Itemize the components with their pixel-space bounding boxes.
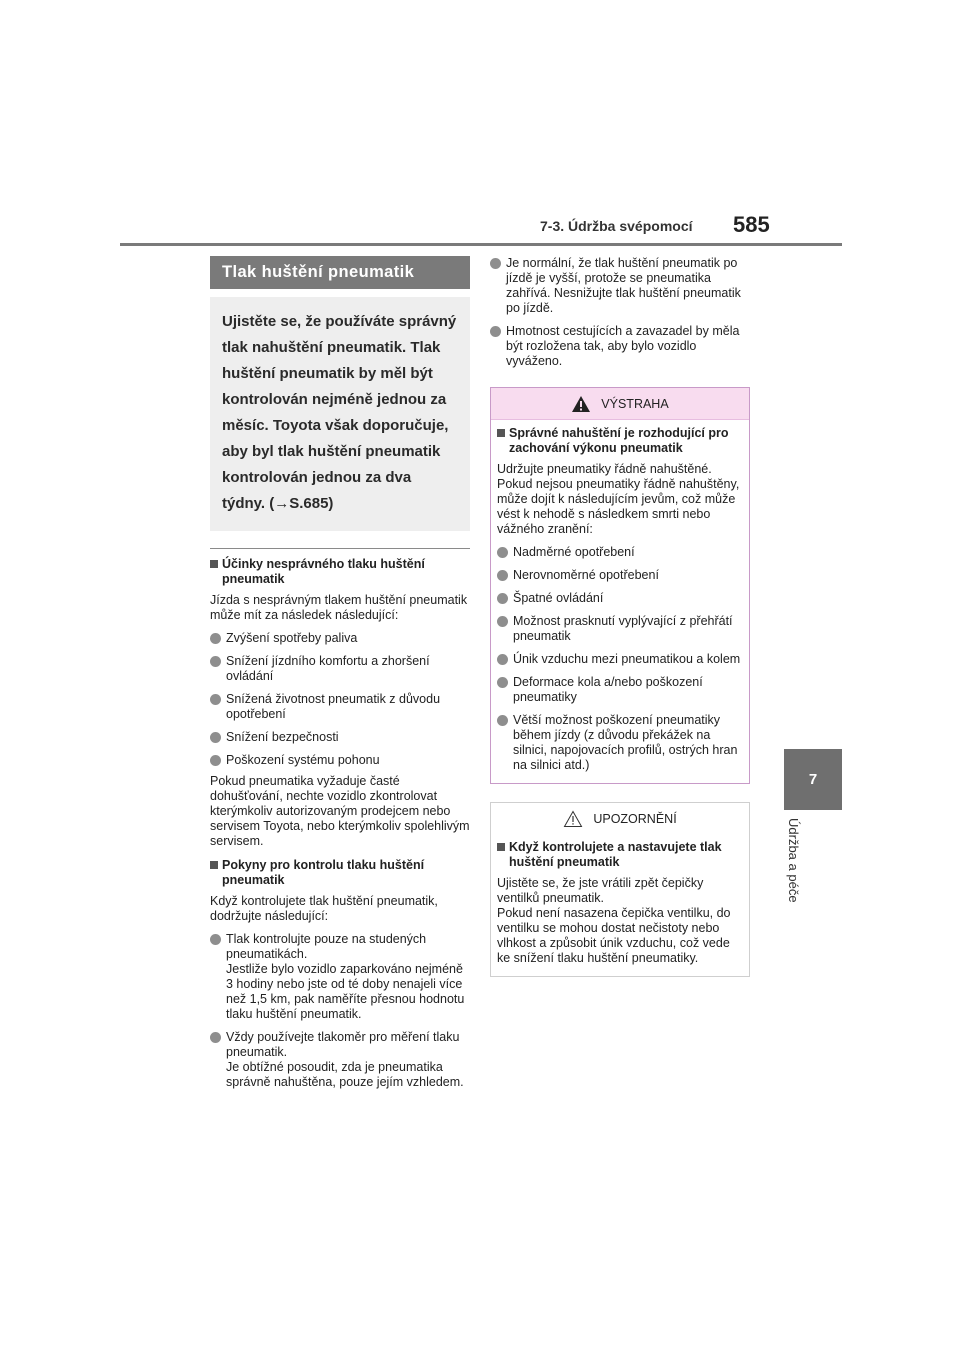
list-item: Nerovnoměrné opotřebení bbox=[497, 568, 743, 583]
list-item: Vždy používejte tlakoměr pro měření tlaku pneumatik. Je obtížné posoudit, zda je pneumatika správně nahuštěna, pouze jejím vzhledem. bbox=[210, 1030, 470, 1090]
page-number: 585 bbox=[733, 212, 770, 237]
square-bullet-icon bbox=[497, 843, 505, 851]
bullet-dot-icon bbox=[497, 570, 508, 581]
list-item: Špatné ovládání bbox=[497, 591, 743, 606]
notice-header bbox=[491, 803, 749, 834]
section-title: 7-3. Údržba svépomocí bbox=[540, 218, 693, 234]
warning-text: Udržujte pneumatiky řádně nahuštěné. Pokud nejsou pneumatiky řádně nahuštěny, může dojít k následujícím jevům, což může vést k nehodě s následkem smrti nebo vážného zranění: bbox=[497, 462, 740, 536]
notice-heading: Když kontrolujete a nastavujete tlak huštění pneumatik bbox=[497, 840, 743, 870]
list-item: Snížení bezpečnosti bbox=[210, 730, 470, 745]
list-item: Větší možnost poškození pneumatiky během jízdy (z důvodu překážek na silnici, napojovacích profilů, ostrých hran na silnici atd.) bbox=[497, 713, 743, 773]
bullet-dot-icon bbox=[210, 1032, 221, 1043]
list-item: Hmotnost cestujících a zavazadel by měla být rozložena tak, aby bylo vozidlo vyváženo. bbox=[490, 324, 750, 369]
square-bullet-icon bbox=[497, 429, 505, 437]
warning-heading: Správné nahuštění je rozhodující pro zachování výkonu pneumatik bbox=[497, 426, 743, 456]
list-item: Možnost prasknutí vyplývající z přehřátí pneumatik bbox=[497, 614, 743, 644]
chapter-number: 7 bbox=[808, 771, 818, 788]
square-bullet-icon bbox=[210, 560, 218, 568]
notice-box bbox=[490, 802, 750, 977]
right-column bbox=[490, 256, 750, 977]
bullet-dot-icon bbox=[210, 694, 221, 705]
bullet-dot-icon bbox=[490, 258, 501, 269]
intro-box: Ujistěte se, že používáte správný tlak nahuštění pneumatik. Tlak huštění pneumatik by měl být kontrolován nejméně jednou za měsíc. Toyota však doporučuje, aby byl tlak huštění pneumatik kontrolován jednou za dva týdny. (→S.685) bbox=[210, 297, 470, 531]
list-item: Snížená životnost pneumatik z důvodu opotřebení bbox=[210, 692, 470, 722]
paragraph: Pokud pneumatika vyžaduje časté dohušťování, nechte vozidlo zkontrolovat kterýmkoliv autorizovaným prodejcem nebo servisem Toyota, nebo kterýmkoliv spolehlivým servisem. bbox=[210, 774, 470, 848]
list-item: Deformace kola a/nebo poškození pneumatiky bbox=[497, 675, 743, 705]
section-heading: Tlak huštění pneumatik bbox=[210, 256, 470, 289]
separator bbox=[210, 548, 470, 549]
chapter-tab[interactable] bbox=[784, 749, 842, 810]
bullet-dot-icon bbox=[497, 654, 508, 665]
warning-header bbox=[491, 388, 749, 420]
square-bullet-icon bbox=[210, 861, 218, 869]
list-item: Je normální, že tlak huštění pneumatik po jízdě je vyšší, protože se pneumatika zahřívá. Nesnižujte tlak huštění pneumatik po jízdě. bbox=[490, 256, 750, 316]
notice-label: UPOZORNĚNÍ bbox=[593, 811, 677, 826]
chapter-label: Údržba a péče bbox=[786, 818, 801, 903]
bullet-dot-icon bbox=[210, 755, 221, 766]
subsection-heading: Účinky nesprávného tlaku huštění pneumatik bbox=[210, 557, 470, 587]
list-item: Snížení jízdního komfortu a zhoršení ovládání bbox=[210, 654, 470, 684]
header-rule bbox=[120, 243, 842, 246]
notice-text: Ujistěte se, že jste vrátili zpět čepičky ventilků pneumatik. Pokud není nasazena čepička ventilku, do ventilku se mohou dostat nečistoty nebo vlhkost a způsobit únik vzduchu, což vede ke snížení tlaku huštění pneumatiky. bbox=[497, 876, 731, 965]
paragraph: Když kontrolujete tlak huštění pneumatik, dodržujte následující: bbox=[210, 894, 438, 923]
warning-box bbox=[490, 387, 750, 784]
bullet-dot-icon bbox=[210, 934, 221, 945]
bullet-dot-icon bbox=[497, 593, 508, 604]
list-item: Tlak kontrolujte pouze na studených pneumatikách. Jestliže bylo vozidlo zaparkováno nejméně 3 hodiny nebo jste od té doby nenajeli více než 1,5 km, pak naměříte přesnou hodnotu tlaku huštění pneumatik. bbox=[210, 932, 470, 1022]
bullet-dot-icon bbox=[210, 633, 221, 644]
left-column bbox=[210, 256, 470, 1090]
list-item: Únik vzduchu mezi pneumatikou a kolem bbox=[497, 652, 743, 667]
warning-triangle-icon bbox=[571, 395, 591, 413]
list-item: Zvýšení spotřeby paliva bbox=[210, 631, 470, 646]
caution-triangle-icon bbox=[563, 810, 583, 828]
list-item: Poškození systému pohonu bbox=[210, 753, 470, 768]
bullet-dot-icon bbox=[497, 616, 508, 627]
paragraph: Jízda s nesprávným tlakem huštění pneumatik může mít za následek následující: bbox=[210, 593, 468, 622]
bullet-dot-icon bbox=[497, 715, 508, 726]
bullet-dot-icon bbox=[210, 656, 221, 667]
bullet-dot-icon bbox=[490, 326, 501, 337]
list-item: Nadměrné opotřebení bbox=[497, 545, 743, 560]
warning-label: VÝSTRAHA bbox=[601, 396, 669, 411]
bullet-dot-icon bbox=[497, 677, 508, 688]
subsection-heading: Pokyny pro kontrolu tlaku huštění pneumatik bbox=[210, 858, 470, 888]
bullet-dot-icon bbox=[497, 547, 508, 558]
bullet-dot-icon bbox=[210, 732, 221, 743]
